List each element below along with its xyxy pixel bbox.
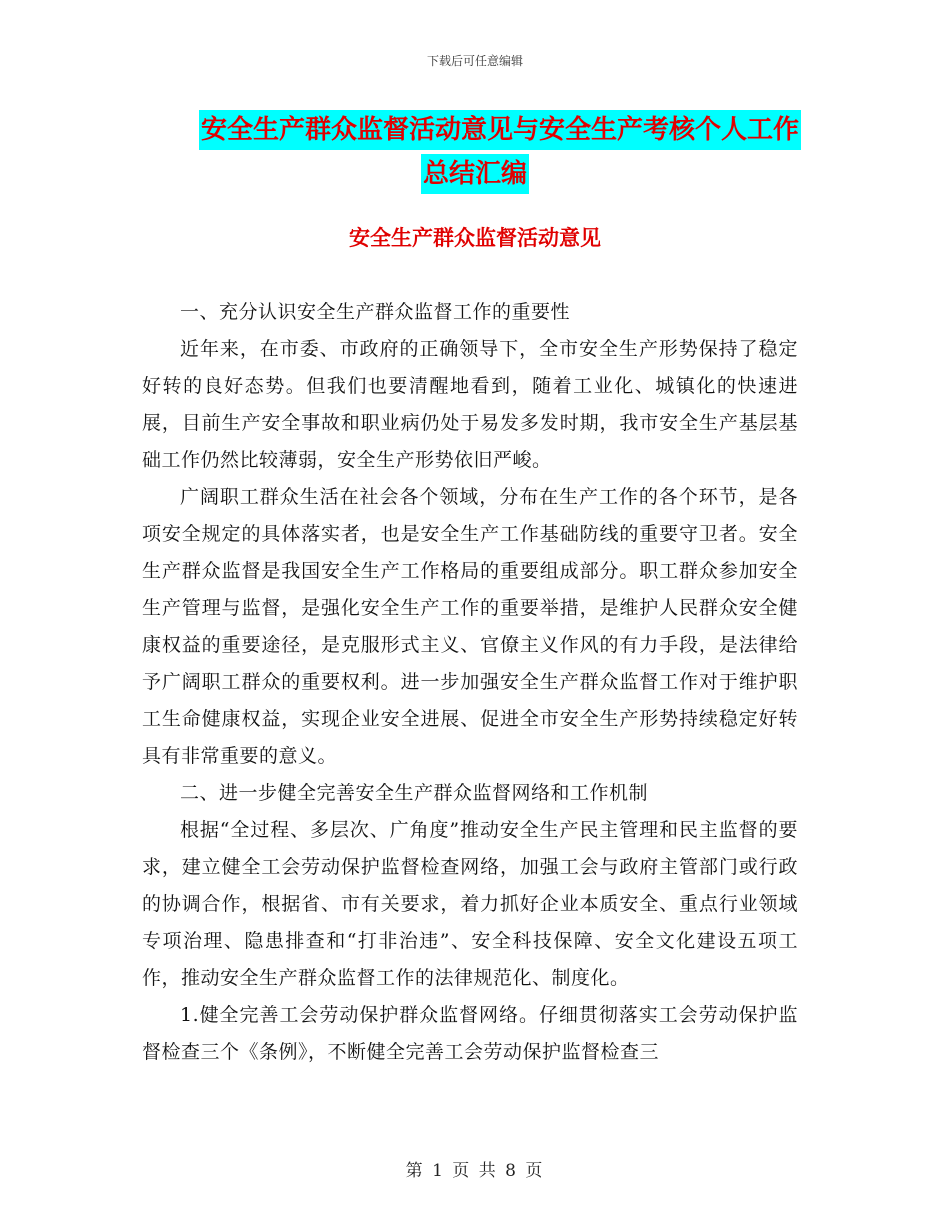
document-body xyxy=(142,294,798,1071)
section-title: 安全生产群众监督活动意见 xyxy=(349,225,601,250)
paragraph: 根据“全过程、多层次、广角度”推动安全生产民主管理和民主监督的要求，建立健全工会劳动保护监督检查网络，加强工会与政府主管部门或行政的协调合作，根据省、市有关要求，着力抓好企业本质安全、重点行业领域专项治理、隐患排查和“打非治违”、安全科技保障、安全文化建设五项工作，推动安全生产群众监督工作的法律规范化、制度化。 xyxy=(142,819,798,989)
paragraph: 近年来，在市委、市政府的正确领导下，全市安全生产形势保持了稳定好转的良好态势。但我们也要清醒地看到，随着工业化、城镇化的快速进展，目前生产安全事故和职业病仍处于易发多发时期，我市安全生产基层基础工作仍然比较薄弱，安全生产形势依旧严峻。 xyxy=(142,338,798,471)
document-title-line-2: 总结汇编 xyxy=(421,154,529,194)
paragraph: 1.健全完善工会劳动保护群众监督网络。仔细贯彻落实工会劳动保护监督检查三个《条例》，不断健全完善工会劳动保护监督检查三 xyxy=(142,1004,798,1063)
document-title xyxy=(0,110,950,194)
paragraph: 广阔职工群众生活在社会各个领域，分布在生产工作的各个环节，是各项安全规定的具体落实者，也是安全生产工作基础防线的重要守卫者。安全生产群众监督是我国安全生产工作格局的重要组成部分。职工群众参加安全生产管理与监督，是强化安全生产工作的重要举措，是维护人民群众安全健康权益的重要途径，是克服形式主义、官僚主义作风的有力手段，是法律给予广阔职工群众的重要权利。进一步加强安全生产群众监督工作对于维护职工生命健康权益，实现企业安全进展、促进全市安全生产形势持续稳定好转具有非常重要的意义。 xyxy=(142,486,798,767)
document-title-line-1: 安全生产群众监督活动意见与安全生产考核个人工作 xyxy=(199,110,801,150)
page-header-note: 下载后可任意编辑 xyxy=(426,54,523,68)
page-number: 第 1 页 共 8 页 xyxy=(405,1161,545,1181)
paragraph-heading-1: 一、充分认识安全生产群众监督工作的重要性 xyxy=(180,301,571,323)
paragraph-heading-2: 二、进一步健全完善安全生产群众监督网络和工作机制 xyxy=(180,782,649,804)
